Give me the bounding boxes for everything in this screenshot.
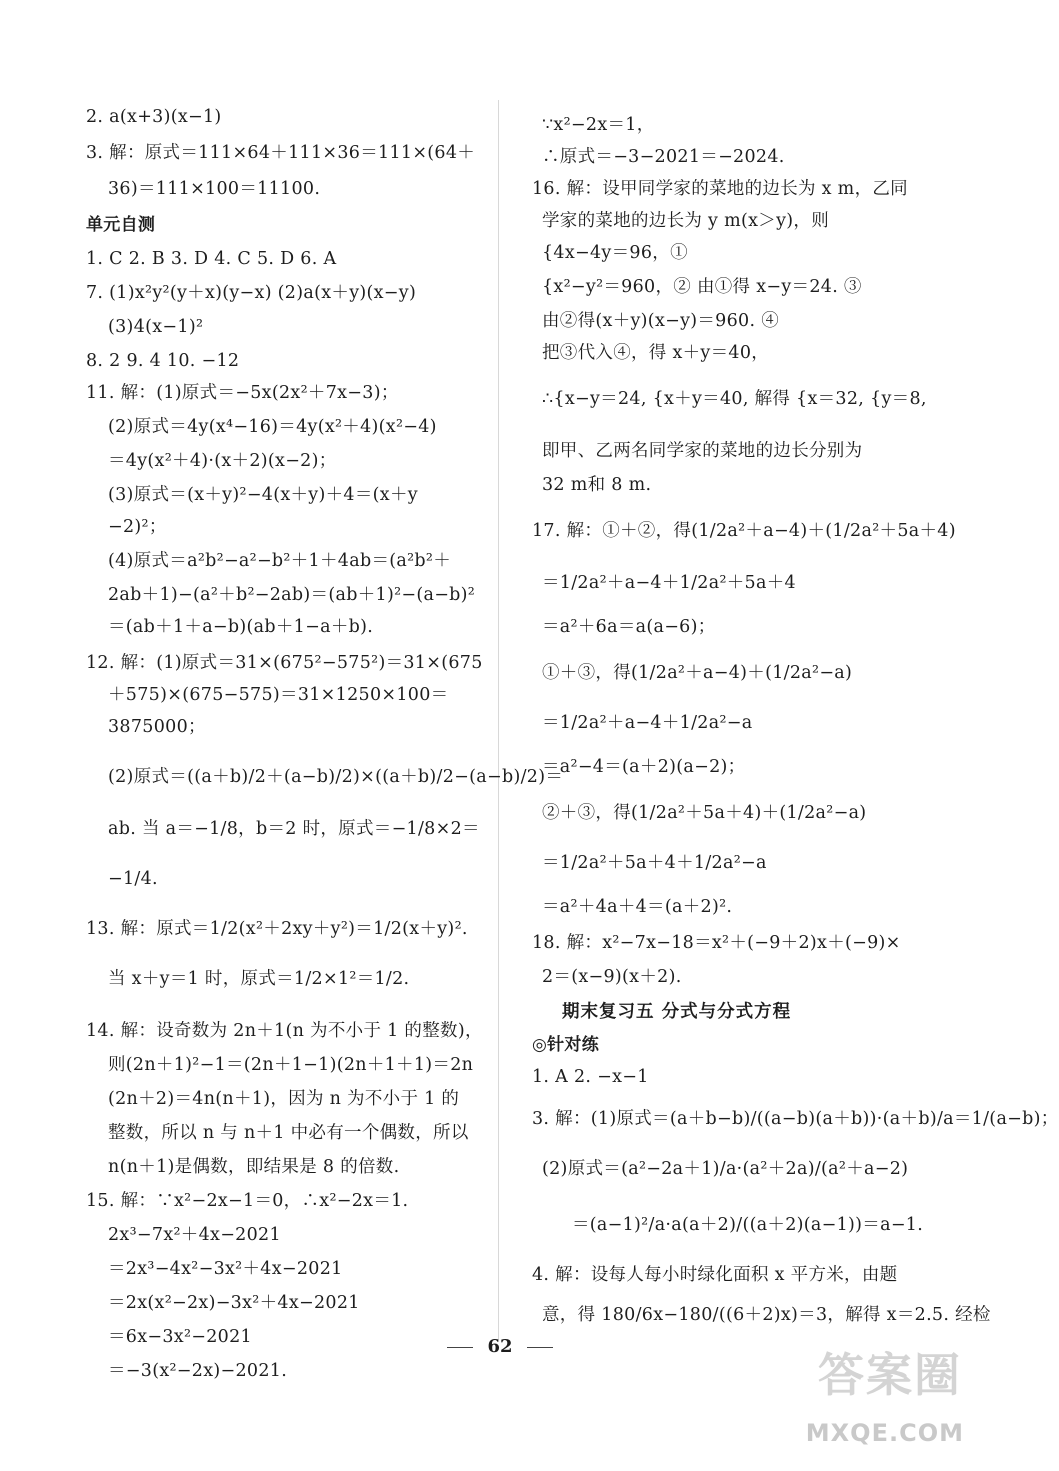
answer-line: 36)＝111×100＝11100. xyxy=(108,179,321,199)
answer-line: ＝−3(x²−2x)−2021. xyxy=(108,1361,288,1381)
answer-line: 整数，所以 n 与 n＋1 中必有一个偶数，所以 xyxy=(108,1123,469,1143)
answer-line: ＝1/2a²＋5a＋4＋1/2a²−a xyxy=(542,853,767,873)
answer-line: (2)原式＝4y(x⁴−16)＝4y(x²＋4)(x²−4) xyxy=(108,417,437,437)
answer-line: ＝2x(x²−2x)−3x²＋4x−2021 xyxy=(108,1293,360,1313)
answer-line: −2)²； xyxy=(108,517,167,537)
answer-line: ＝4y(x²＋4)·(x＋2)(x−2)； xyxy=(108,451,337,471)
answer-line: 1. A 2. −x−1 xyxy=(532,1067,649,1087)
answer-line: ∴原式＝−3−2021＝−2024. xyxy=(542,147,785,167)
answer-line: ab. 当 a＝−1/8，b＝2 时，原式＝−1/8×2＝ xyxy=(108,819,480,839)
answer-line: 15. 解：∵x²−2x−1＝0，∴x²−2x＝1. xyxy=(86,1191,409,1211)
answer-line: ②＋③，得(1/2a²＋5a＋4)＋(1/2a²−a) xyxy=(542,803,867,823)
answer-line: 12. 解：(1)原式＝31×(675²−575²)＝31×(675 xyxy=(86,653,483,673)
answer-line: 16. 解：设甲同学家的菜地的边长为 x m，乙同 xyxy=(532,179,908,199)
answer-line: 学家的菜地的边长为 y m(x＞y)，则 xyxy=(542,211,830,231)
answer-line: (4)原式＝a²b²−a²−b²＋1＋4ab＝(a²b²＋ xyxy=(108,551,452,571)
column-divider xyxy=(498,100,499,1340)
page-number: 62 xyxy=(0,1336,1000,1357)
answer-line: ＝a²＋4a＋4＝(a＋2)². xyxy=(542,897,733,917)
answer-line: 3875000； xyxy=(108,717,206,737)
answer-line: 18. 解：x²−7x−18＝x²＋(−9＋2)x＋(−9)× xyxy=(532,933,901,953)
answer-line: (2)原式＝(a²−2a＋1)/a·(a²＋2a)/(a²＋a−2) xyxy=(542,1159,909,1179)
answer-line: 11. 解：(1)原式＝−5x(2x²＋7x−3)； xyxy=(86,383,399,403)
answer-line: n(n＋1)是偶数，即结果是 8 的倍数. xyxy=(108,1157,400,1177)
answer-line: (2)原式＝((a＋b)/2＋(a−b)/2)×((a＋b)/2−(a−b)/2)＝ xyxy=(108,767,564,787)
watermark-logo: 答案圈 xyxy=(818,1348,962,1402)
answer-line: ①＋③，得(1/2a²＋a−4)＋(1/2a²−a) xyxy=(542,663,853,683)
answer-line: ＝(ab＋1＋a−b)(ab＋1−a＋b). xyxy=(108,617,374,637)
answer-line: {x²−y²＝960，② 由①得 x−y＝24. ③ xyxy=(542,277,862,297)
footer-dash xyxy=(447,1347,473,1348)
answer-line: 由②得(x＋y)(x−y)＝960. ④ xyxy=(542,311,780,331)
answer-line: (2n＋2)＝4n(n＋1)，因为 n 为不小于 1 的 xyxy=(108,1089,460,1109)
answer-line: 即甲、乙两名同学家的菜地的边长分别为 xyxy=(542,441,863,461)
answer-line: ＝(a−1)²/a·a(a＋2)/((a＋2)(a−1))＝a−1. xyxy=(572,1215,924,1235)
answer-line: −1/4. xyxy=(108,869,158,889)
answer-line: ＝2x³−4x²−3x²＋4x−2021 xyxy=(108,1259,343,1279)
answer-line: 2＝(x−9)(x＋2). xyxy=(542,967,682,987)
answer-line: ＝a²−4＝(a＋2)(a−2)； xyxy=(542,757,746,777)
answer-line: ＝a²＋6a＝a(a−6)； xyxy=(542,617,716,637)
answer-line: 把③代入④，得 x＋y＝40， xyxy=(542,343,770,363)
answer-line: ∴{x−y＝24, {x＋y＝40, 解得 {x＝32, {y＝8, xyxy=(542,389,927,409)
section-heading: ◎针对练 xyxy=(532,1035,600,1055)
answer-line: 17. 解：①＋②，得(1/2a²＋a−4)＋(1/2a²＋5a＋4) xyxy=(532,521,956,541)
watermark-site: MXQE.COM xyxy=(805,1419,964,1447)
answer-line: 则(2n＋1)²−1＝(2n＋1−1)(2n＋1＋1)＝2n xyxy=(108,1055,474,1075)
answer-line: ＝6x−3x²−2021 xyxy=(108,1327,252,1347)
answer-line: ＝1/2a²＋a−4＋1/2a²−a xyxy=(542,713,753,733)
answer-line: 意，得 180/6x−180/((6＋2)x)＝3，解得 x＝2.5. 经检 xyxy=(542,1305,991,1325)
answer-line: 14. 解：设奇数为 2n＋1(n 为不小于 1 的整数)， xyxy=(86,1021,483,1041)
answer-line: 2. a(x+3)(x−1) xyxy=(86,107,222,127)
answer-line: 2ab＋1)−(a²＋b²−2ab)＝(ab＋1)²−(a−b)² xyxy=(108,585,476,605)
answer-line: ＝1/2a²＋a−4＋1/2a²＋5a＋4 xyxy=(542,573,796,593)
answer-line: 7. (1)x²y²(y＋x)(y−x) (2)a(x＋y)(x−y) xyxy=(86,283,417,303)
answer-line: 4. 解：设每人每小时绿化面积 x 平方米，由题 xyxy=(532,1265,898,1285)
answer-line: 8. 2 9. 4 10. −12 xyxy=(86,351,240,371)
answer-line: (3)4(x−1)² xyxy=(108,317,204,337)
answer-line: ＋575)×(675−575)＝31×1250×100＝ xyxy=(108,685,449,705)
answer-line: 3. 解：原式＝111×64＋111×36＝111×(64＋ xyxy=(86,143,476,163)
answer-line: 3. 解：(1)原式＝(a＋b−b)/((a−b)(a＋b))·(a＋b)/a＝1/(a−b)； xyxy=(532,1109,1059,1129)
section-heading: 单元自测 xyxy=(86,215,156,235)
answer-line: 1. C 2. B 3. D 4. C 5. D 6. A xyxy=(86,249,337,269)
answer-line: 当 x＋y＝1 时，原式＝1/2×1²＝1/2. xyxy=(108,969,410,989)
answer-line: 13. 解：原式＝1/2(x²＋2xy＋y²)＝1/2(x＋y)². xyxy=(86,919,468,939)
answer-line: {4x−4y＝96，① xyxy=(542,243,688,263)
answer-line: 32 m和 8 m. xyxy=(542,475,652,495)
answer-line: 2x³−7x²＋4x−2021 xyxy=(108,1225,281,1245)
footer-dash xyxy=(527,1347,553,1348)
watermark xyxy=(780,1331,970,1451)
chapter-heading: 期末复习五 分式与分式方程 xyxy=(562,1002,792,1022)
answer-line: (3)原式＝(x＋y)²−4(x＋y)＋4＝(x＋y xyxy=(108,485,418,505)
answer-line: ∵x²−2x＝1， xyxy=(542,115,655,135)
